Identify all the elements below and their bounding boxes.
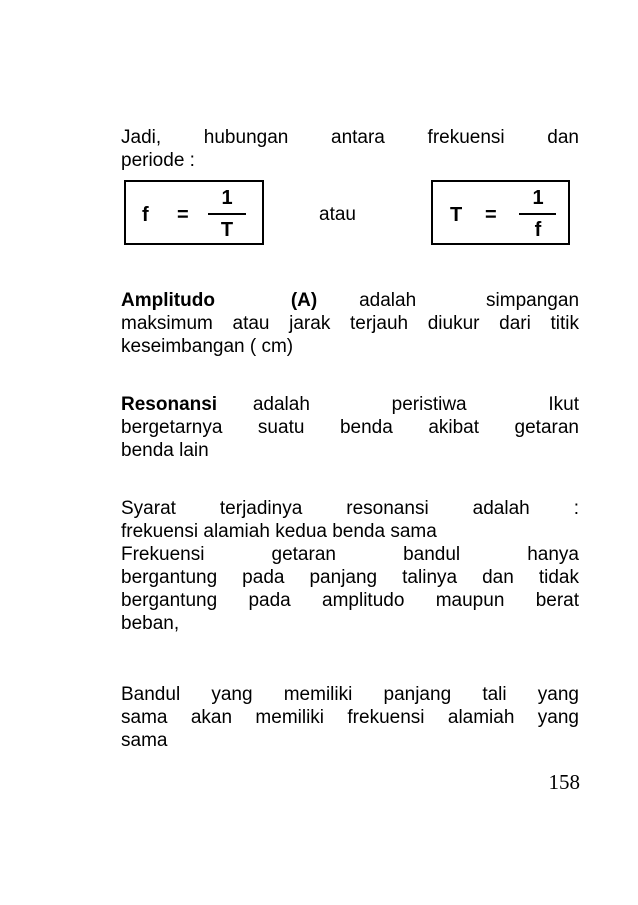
syarat-line-3: Frekuensi getaran bandul hanya [121, 544, 579, 565]
syarat-line-1: Syarat terjadinya resonansi adalah : [121, 498, 579, 519]
amplitudo-line-1-rest: adalah simpangan [359, 290, 580, 311]
syarat-paragraph [121, 497, 579, 635]
bandul-line-3: sama [121, 730, 168, 751]
bandul-line-1: Bandul yang memiliki panjang tali yang [121, 684, 579, 705]
amplitudo-paragraph [121, 289, 579, 358]
bandul-line-2: sama akan memiliki frekuensi alamiah yang [121, 707, 579, 728]
formula-numerator: 1 [532, 187, 544, 209]
resonansi-line-1-rest: adalah peristiwa Ikut [252, 394, 579, 415]
formula-box-period [431, 180, 570, 245]
syarat-line-6: beban, [121, 613, 180, 634]
resonansi-line-2: bergetarnya suatu benda akibat getaran [121, 417, 579, 438]
formula-numerator: 1 [221, 187, 233, 209]
intro-paragraph [121, 126, 579, 172]
page-number: 158 [548, 770, 580, 794]
formula-equals: = [177, 204, 189, 226]
formula-denominator: f [534, 219, 542, 241]
resonansi-line-3: benda lain [121, 440, 209, 461]
resonansi-paragraph [121, 393, 579, 462]
formula-connector: atau [319, 204, 356, 225]
syarat-line-5: bergantung pada amplitudo maupun berat [121, 590, 579, 611]
resonansi-term: Resonansi [121, 394, 218, 415]
formula-variable-f: f [142, 204, 149, 226]
amplitudo-line-3: keseimbangan ( cm) [121, 336, 294, 357]
syarat-line-2: frekuensi alamiah kedua benda sama [121, 521, 437, 542]
intro-line-2: periode : [121, 150, 195, 171]
bandul-paragraph [121, 683, 579, 752]
fraction-bar [208, 213, 246, 215]
formula-box-frequency [124, 180, 264, 245]
amplitudo-term: Amplitudo (A) [121, 290, 318, 311]
formula-denominator: T [220, 219, 234, 241]
amplitudo-line-2: maksimum atau jarak terjauh diukur dari titik [121, 313, 579, 334]
resonansi-line-1 [121, 393, 579, 416]
formula-equals: = [485, 204, 497, 226]
formula-variable-T: T [450, 204, 463, 226]
syarat-line-4: bergantung pada panjang talinya dan tidak [121, 567, 579, 588]
amplitudo-line-1 [121, 289, 579, 312]
intro-line-1: Jadi, hubungan antara frekuensi dan [121, 127, 579, 148]
fraction-bar [519, 213, 556, 215]
